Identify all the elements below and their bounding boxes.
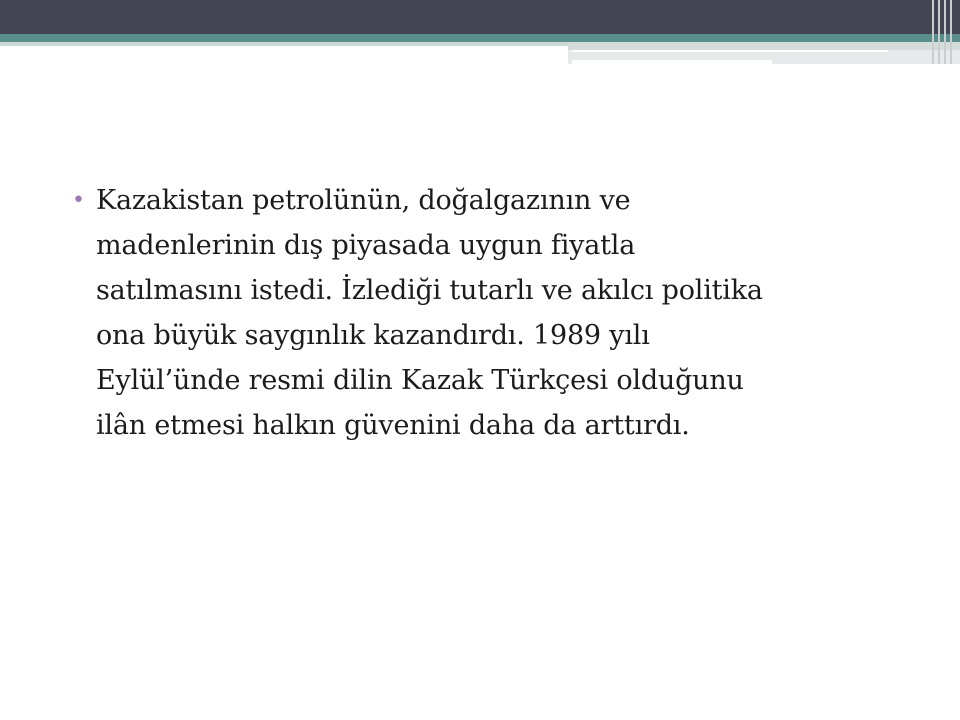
stripe bbox=[950, 0, 952, 64]
header-white-line-short bbox=[572, 60, 772, 64]
header-light-band bbox=[0, 42, 568, 46]
header-teal-bar bbox=[0, 34, 960, 42]
stripe bbox=[932, 0, 934, 64]
bullet-marker: • bbox=[72, 188, 85, 213]
header-right-stripes bbox=[930, 0, 960, 64]
header-dark-bar bbox=[0, 0, 960, 34]
stripe bbox=[944, 0, 946, 64]
stripe bbox=[938, 0, 940, 64]
header-white-line bbox=[572, 50, 888, 52]
header-tab-block-top bbox=[568, 42, 960, 50]
bullet-text: Kazakistan petrolünün, doğalgazının ve madenlerinin dış piyasada uygun fiyatla satılmasını istedi. İzlediği tutarlı ve akılcı politika ona büyük saygınlık kazandırdı. 1989 yılı Eylül’ünde resmi dilin Kazak Türkçesi olduğunu ilân etmesi halkın güvenini daha da arttırdı. bbox=[96, 185, 763, 441]
slide-body bbox=[72, 178, 922, 448]
bullet-item bbox=[72, 178, 922, 448]
